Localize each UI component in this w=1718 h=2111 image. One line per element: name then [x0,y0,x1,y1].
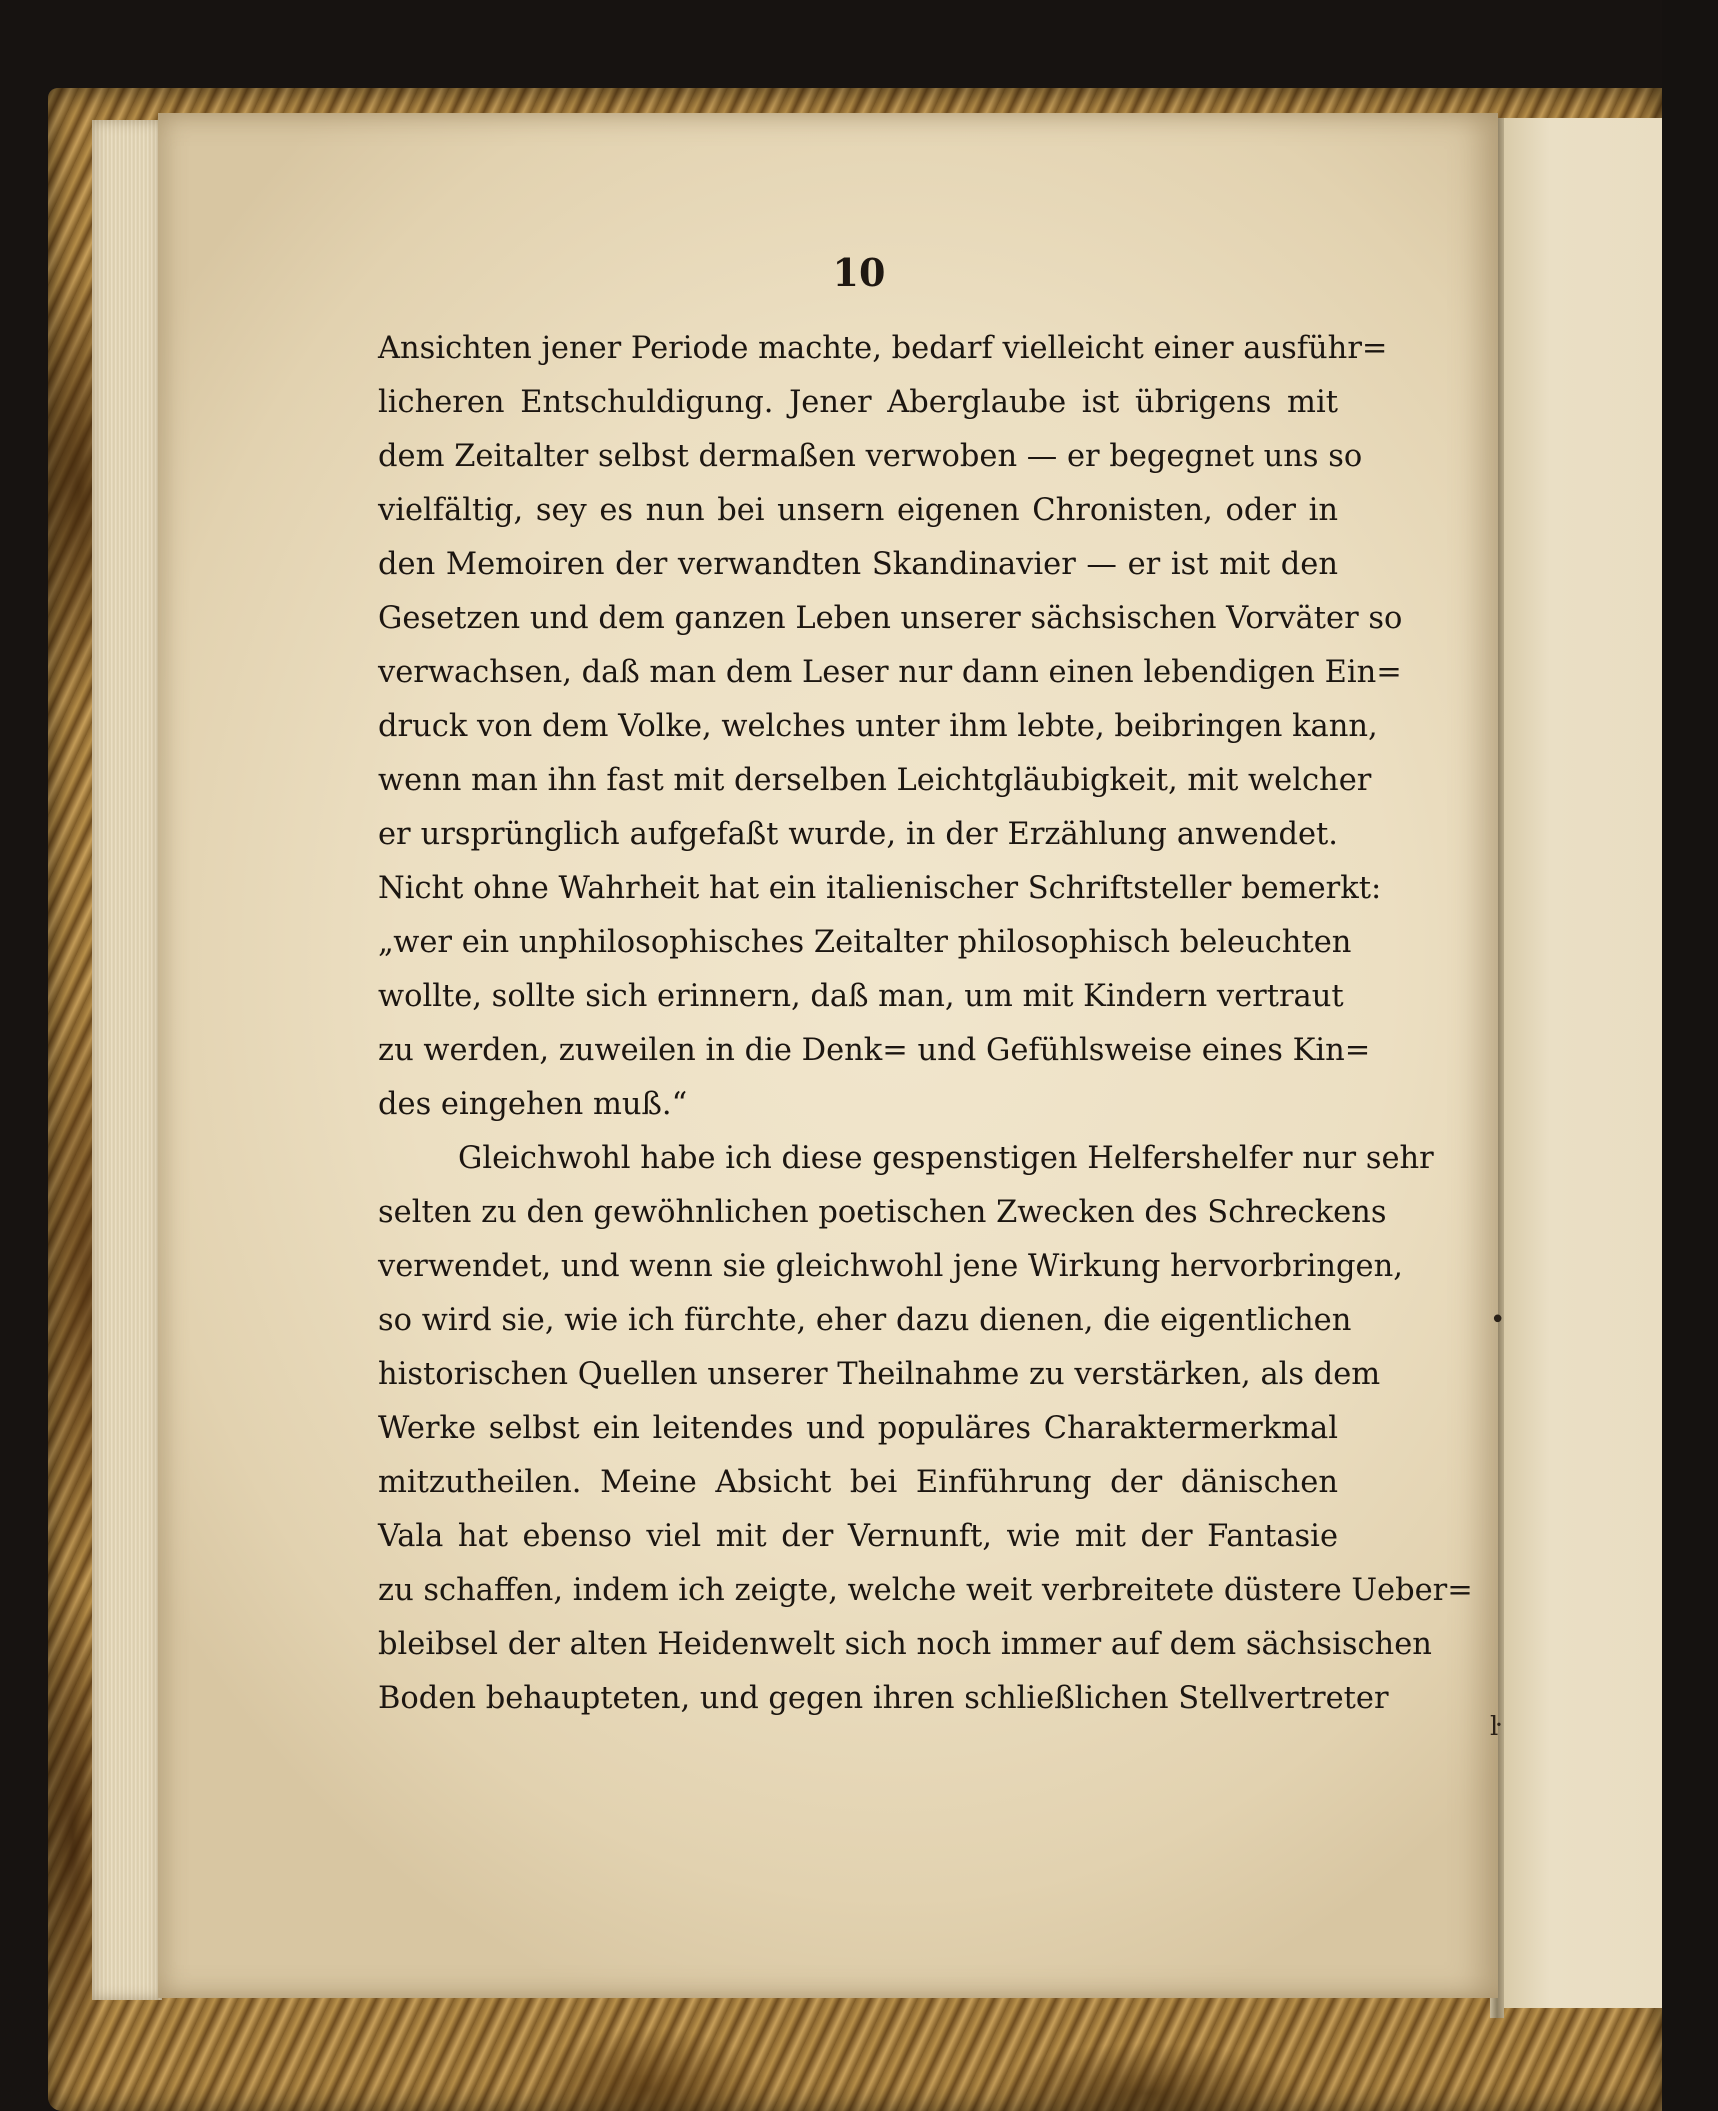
text-line: Nicht ohne Wahrheit hat ein italienischer Schriftsteller bemerkt: [378,871,1382,906]
text-line: er ursprünglich aufgefaßt wurde, in der Erzählung anwendet. [378,817,1338,852]
ink-speck: ŀ [1490,1712,1499,1742]
text-line: wollte, sollte sich erinnern, daß man, um mit Kindern vertraut [378,979,1344,1014]
text-line: des eingehen muß.“ [378,1087,688,1122]
text-line: wenn man ihn fast mit derselben Leichtgläubigkeit, mit welcher [378,763,1372,798]
text-line: Gesetzen und dem ganzen Leben unserer sächsischen Vorväter so [378,601,1403,636]
text-line: verwendet, und wenn sie gleichwohl jene Wirkung hervorbringen, [378,1249,1403,1284]
page-number: 10 [832,250,886,295]
text-line: druck von dem Volke, welches unter ihm lebte, beibringen kann, [378,709,1378,744]
text-line: zu werden, zuweilen in die Denk= und Gefühlsweise eines Kin= [378,1033,1371,1068]
text-line: historischen Quellen unserer Theilnahme zu verstärken, als dem [378,1357,1381,1392]
text-line: licheren Entschuldigung. Jener Aberglaube ist übrigens mit [378,385,1338,420]
page-stack-edge [92,120,162,2000]
text-line: zu schaffen, indem ich zeigte, welche weit verbreitete düstere Ueber= [378,1573,1473,1608]
text-line: Vala hat ebenso viel mit der Vernunft, wie mit der Fantasie [378,1519,1338,1554]
ink-speck: • [1490,1305,1506,1335]
text-line: Werke selbst ein leitendes und populäres Charaktermerkmal [378,1411,1338,1446]
text-line: Boden behaupteten, und gegen ihren schließlichen Stellvertreter [378,1681,1389,1716]
text-line: „wer ein unphilosophisches Zeitalter philosophisch beleuchten [378,925,1352,960]
text-line: bleibsel der alten Heidenwelt sich noch immer auf dem sächsischen [378,1627,1432,1662]
text-line: Ansichten jener Periode machte, bedarf vielleicht einer ausführ= [378,331,1388,366]
text-line: selten zu den gewöhnlichen poetischen Zwecken des Schreckens [378,1195,1387,1230]
text-line: den Memoiren der verwandten Skandinavier — er ist mit den [378,547,1338,582]
body-text [378,322,1473,1726]
text-line: mitzutheilen. Meine Absicht bei Einführung der dänischen [378,1465,1338,1500]
right-page [1502,118,1662,2008]
text-line: Gleichwohl habe ich diese gespenstigen Helfershelfer nur sehr [458,1141,1434,1176]
text-line: verwachsen, daß man dem Leser nur dann einen lebendigen Ein= [378,655,1402,690]
text-line: so wird sie, wie ich fürchte, eher dazu dienen, die eigentlichen [378,1303,1352,1338]
text-line: dem Zeitalter selbst dermaßen verwoben — er begegnet uns so [378,439,1363,474]
text-line: vielfältig, sey es nun bei unsern eigenen Chronisten, oder in [378,493,1338,528]
